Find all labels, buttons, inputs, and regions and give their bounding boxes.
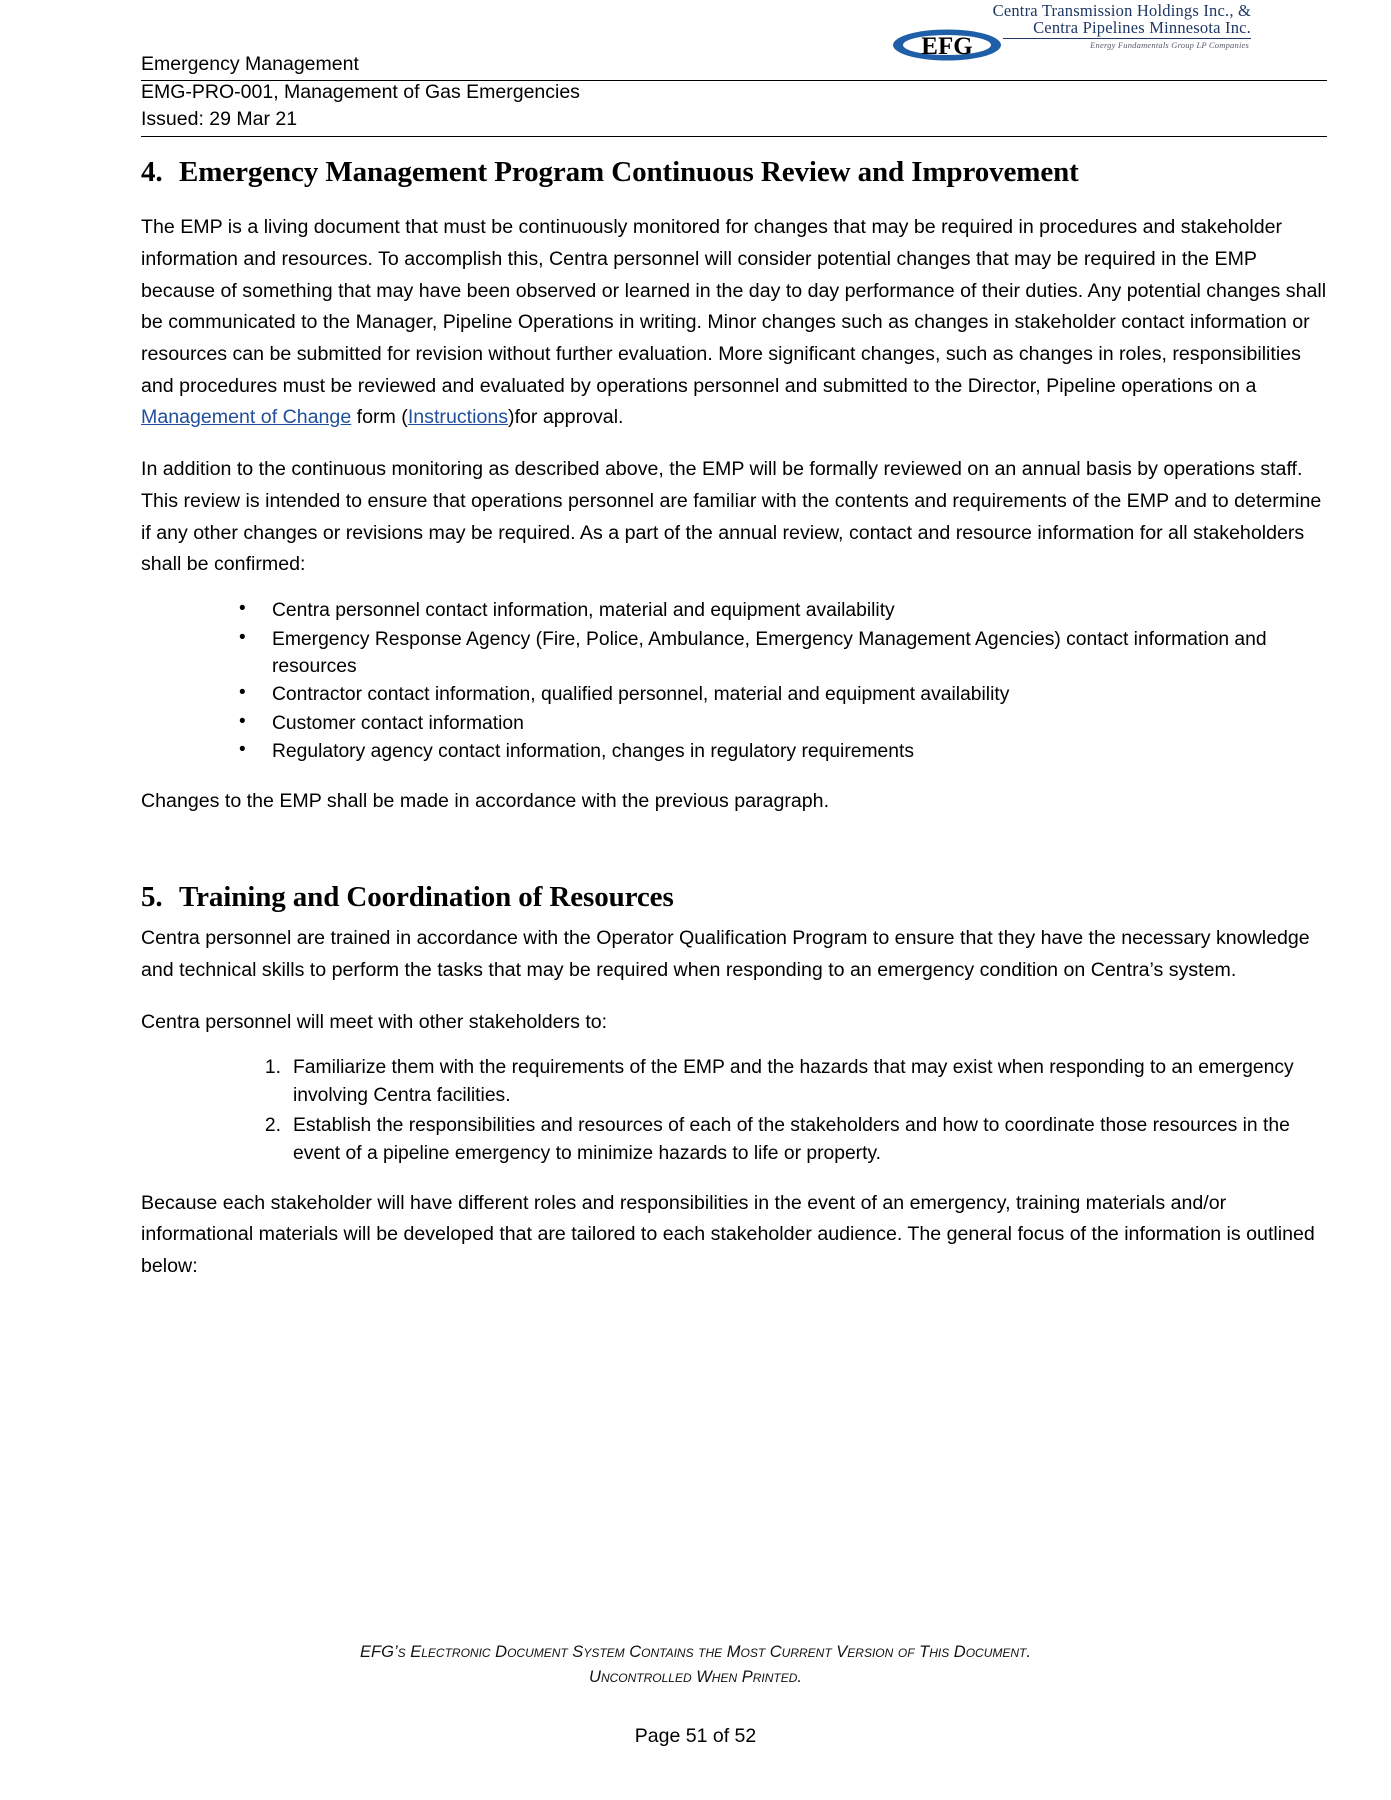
paragraph-operator-qualification: Centra personnel are trained in accordance with the Operator Qualification Program to ensure that they have the necessary knowledge and technical skills to perform the tasks that may be required when responding to an emergency condition on Centra’s system. xyxy=(141,927,1310,981)
page-number: Page 51 of 52 xyxy=(634,1725,757,1747)
paragraph-tailored-materials: Because each stakeholder will have different roles and responsibilities in the event of an emergency, training materials and/or informational materials will be developed that are tailored to each stakeholder audience. The general focus of the information is outlined below: xyxy=(141,1191,1315,1278)
company-logo xyxy=(921,1,1251,60)
paragraph-text-part-a: The EMP is a living document that must be continuously monitored for changes that may be required in procedures and stakeholder information and resources. To accomplish this, Centra personnel will consider potential changes that may be required in the EMP because of something that may have been observed or learned in the day to day performance of their duties. Any potential changes shall be communicated to the Manager, Pipeline Operations in writing. Minor changes such as changes in stakeholder contact information or resources can be submitted for revision without further evaluation. More significant changes, such as changes in roles, responsibilities and procedures must be reviewed and evaluated by operations personnel and submitted to the Director, Pipeline operations on a xyxy=(141,216,1327,397)
header-rule-top xyxy=(141,80,1327,81)
header-department: Emergency Management xyxy=(141,53,359,75)
paragraph-meet-with-stakeholders: Centra personnel will meet with other stakeholders to: xyxy=(141,1010,608,1033)
svg-text:EFG: EFG xyxy=(921,33,973,60)
list-item: • Centra personnel contact information, material and equipment availability xyxy=(239,597,1327,624)
paragraph-text-part-c: )for approval. xyxy=(508,406,624,429)
section-heading-4 xyxy=(141,152,1327,192)
page-footer xyxy=(0,1640,1391,1800)
paragraph-text-part-b: form ( xyxy=(351,406,408,429)
logo-divider xyxy=(1003,38,1251,39)
section-title-5: Training and Coordination of Resources xyxy=(179,881,674,914)
list-item: • Contractor contact information, qualified personnel, material and equipment availability xyxy=(239,681,1327,708)
header-issued-date: Issued: 29 Mar 21 xyxy=(141,108,298,131)
logo-company-line-2: Centra Pipelines Minnesota Inc. xyxy=(1033,18,1251,38)
efg-logo-icon xyxy=(891,28,1003,62)
header-rule-bottom xyxy=(141,136,1327,137)
list-item: Familiarize them with the requirements of the EMP and the hazards that may exist when responding to an emergency involving Centra facilities. xyxy=(293,1057,1294,1107)
stakeholder-meeting-objectives-list xyxy=(141,1054,1327,1167)
section-number-5: 5. xyxy=(141,881,163,914)
footer-note-line-2: Uncontrolled When Printed. xyxy=(589,1668,802,1687)
footer-note-line-1: EFG’s Electronic Document System Contains the Most Current Version of This Document. xyxy=(360,1642,1031,1661)
header-document-id: EMG-PRO-001, Management of Gas Emergencies xyxy=(141,80,580,103)
list-item: • Customer contact information xyxy=(239,710,1327,737)
list-item: • Emergency Response Agency (Fire, Police, Ambulance, Emergency Management Agencies) contact information and resources xyxy=(239,626,1327,681)
document-body xyxy=(0,134,1391,1283)
page-header xyxy=(0,0,1391,134)
instructions-link[interactable]: Instructions xyxy=(407,406,509,429)
management-of-change-link[interactable]: Management of Change xyxy=(141,406,352,429)
paragraph-annual-review: In addition to the continuous monitoring as described above, the EMP will be formally reviewed on an annual basis by operations staff. This review is intended to ensure that operations personnel are familiar with the contents and requirements of the EMP and to determine if any other changes or revisions may be required. As a part of the annual review, contact and resource information for all stakeholders shall be confirmed: xyxy=(141,458,1322,576)
logo-company-line-1: Centra Transmission Holdings Inc., & xyxy=(992,1,1251,20)
section-heading-5 xyxy=(141,877,1327,917)
list-item: Establish the responsibilities and resources of each of the stakeholders and how to coordinate those resources in the event of a pipeline emergency to minimize hazards to life or property. xyxy=(293,1115,1290,1164)
paragraph-emp-living-document xyxy=(141,212,1327,434)
list-item: • Regulatory agency contact information, changes in regulatory requirements xyxy=(239,738,1327,765)
logo-tagline: Energy Fundamentals Group LP Companies xyxy=(1090,39,1249,50)
paragraph-changes-to-emp: Changes to the EMP shall be made in accordance with the previous paragraph. xyxy=(141,789,830,812)
stakeholder-confirmation-list xyxy=(141,597,1327,765)
section-title-4: Emergency Management Program Continuous Review and Improvement xyxy=(179,156,1079,189)
section-number-4: 4. xyxy=(141,156,163,189)
